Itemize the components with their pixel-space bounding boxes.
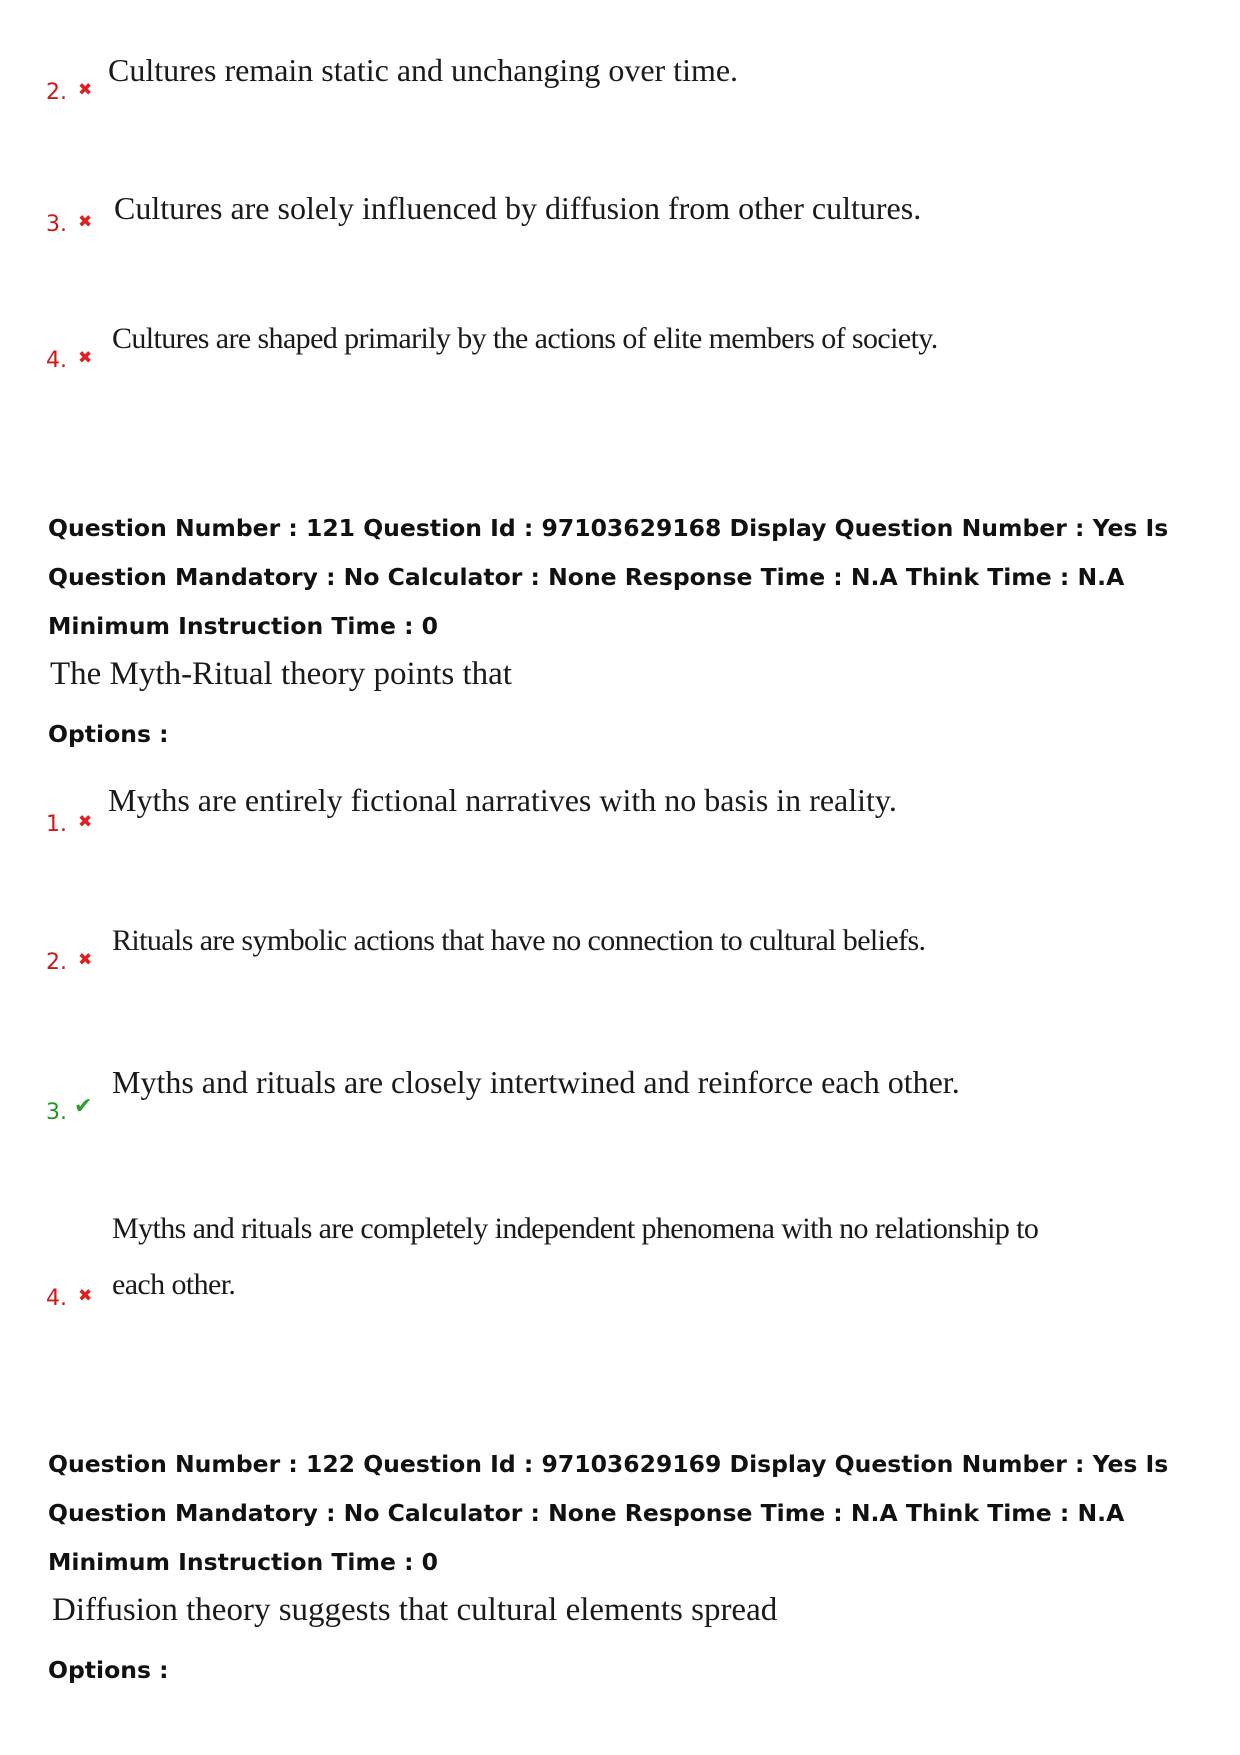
question-meta: Question Number : 121 Question Id : 97103629168 Display Question Number : Yes Is Question Mandatory : No Calculator : None Response Time : N.A Think Time : N.A Minimum Instruction Time : 0 (48, 514, 1169, 640)
option-text: Myths and rituals are closely intertwined and reinforce each other. (112, 1064, 960, 1100)
cross-icon: ✖ (78, 80, 93, 100)
option-text: Rituals are symbolic actions that have no connection to cultural beliefs. (112, 924, 926, 957)
cross-icon: ✖ (78, 348, 93, 368)
options-label: Options : (48, 1656, 169, 1684)
cross-icon: ✖ (78, 212, 93, 232)
check-icon: ✔ (74, 1094, 93, 1119)
option-number: 2. (46, 80, 67, 105)
cross-icon: ✖ (78, 950, 93, 970)
option-number: 3. (46, 212, 67, 237)
option-text-line2: each other. (112, 1268, 236, 1301)
option-text: Cultures remain static and unchanging over time. (108, 52, 739, 88)
option-text-line1: Myths and rituals are completely independent phenomena with no relationship to (112, 1212, 1039, 1245)
option-text: Cultures are solely influenced by diffusion from other cultures. (114, 190, 922, 226)
option-text: Myths are entirely fictional narratives with no basis in reality. (108, 782, 897, 818)
option-number: 2. (46, 950, 67, 975)
question-text: The Myth-Ritual theory points that (50, 656, 512, 692)
option-number: 3. (46, 1100, 67, 1125)
question-text: Diffusion theory suggests that cultural elements spread (52, 1592, 778, 1628)
options-label: Options : (48, 720, 169, 748)
option-number: 4. (46, 1286, 67, 1311)
cross-icon: ✖ (78, 812, 93, 832)
option-text: Cultures are shaped primarily by the actions of elite members of society. (112, 322, 938, 355)
option-number: 4. (46, 348, 67, 373)
question-meta: Question Number : 122 Question Id : 97103629169 Display Question Number : Yes Is Question Mandatory : No Calculator : None Response Time : N.A Think Time : N.A Minimum Instruction Time : 0 (48, 1450, 1169, 1576)
option-number: 1. (46, 812, 67, 837)
cross-icon: ✖ (78, 1286, 93, 1306)
